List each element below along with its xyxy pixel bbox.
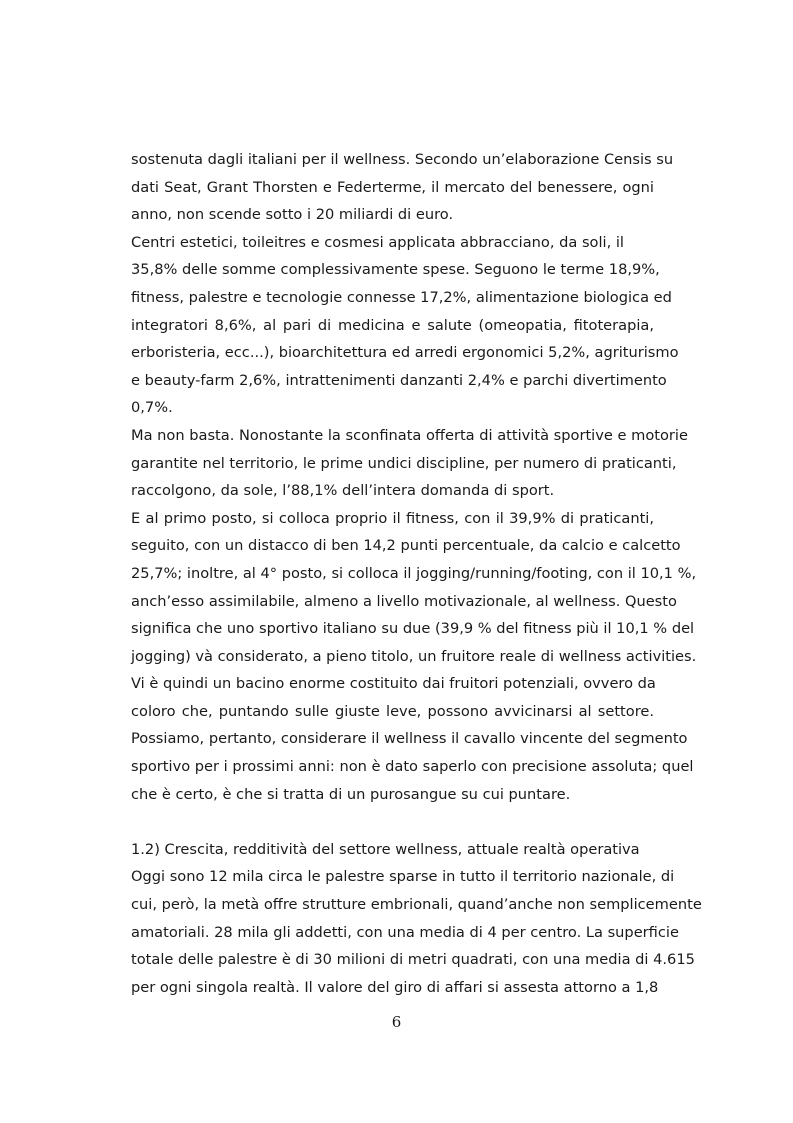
- text-line-6: fitness, palestre e tecnologie connesse 17,2%, alimentazione biologica ed: [131, 288, 672, 306]
- text-line-18: significa che uno sportivo italiano su due (39,9 % del fitness più il 10,1 % del: [131, 620, 695, 638]
- text-line-24: che è certo, è che si tratta di un purosangue su cui puntare.: [131, 785, 571, 803]
- text-line-26: Oggi sono 12 mila circa le palestre sparse in tutto il territorio nazionale, di: [131, 868, 675, 886]
- body-text: [131, 146, 702, 1001]
- text-line-16: 25,7%; inoltre, al 4° posto, si colloca il jogging/running/footing, con il 10,1 %,: [131, 564, 697, 582]
- text-line-17: anch’esso assimilabile, almeno a livello motivazionale, al wellness. Questo: [131, 592, 677, 610]
- text-line-9: e beauty-farm 2,6%, intrattenimenti danzanti 2,4% e parchi divertimento: [131, 371, 667, 389]
- text-line-1: sostenuta dagli italiani per il wellness. Secondo un’elaborazione Censis su: [131, 151, 674, 168]
- text-line-15: seguito, con un distacco di ben 14,2 punti percentuale, da calcio e calcetto: [131, 537, 681, 555]
- text-line-21: coloro che, puntando sulle giuste leve, possono avvicinarsi al settore.: [131, 702, 654, 720]
- section-heading: 1.2) Crescita, redditività del settore wellness, attuale realtà operativa: [131, 840, 640, 858]
- text-line-3: anno, non scende sotto i 20 miliardi di euro.: [131, 206, 454, 224]
- text-line-13: raccolgono, da sole, l’88,1% dell’intera domanda di sport.: [131, 482, 555, 500]
- text-line-5: 35,8% delle somme complessivamente spese. Seguono le terme 18,9%,: [131, 261, 660, 279]
- text-line-14: E al primo posto, si colloca proprio il fitness, con il 39,9% di praticanti,: [131, 509, 654, 527]
- paragraph-gap: [131, 808, 654, 836]
- text-line-11: Ma non basta. Nonostante la sconfinata offerta di attività sportive e motorie: [131, 426, 688, 444]
- text-line-28: amatoriali. 28 mila gli addetti, con una media di 4 per centro. La superficie: [131, 923, 679, 941]
- text-line-19: jogging) và considerato, a pieno titolo, un fruitore reale di wellness activities.: [131, 647, 697, 665]
- text-line-8: erboristeria, ecc...), bioarchitettura ed arredi ergonomici 5,2%, agriturismo: [131, 344, 679, 362]
- text-line-4: Centri estetici, toileitres e cosmesi applicata abbracciano, da soli, il: [131, 233, 624, 251]
- page-number: 6: [391, 1013, 402, 1031]
- text-line-2: dati Seat, Grant Thorsten e Federterme, il mercato del benessere, ogni: [131, 178, 654, 196]
- text-line-27: cui, però, la metà offre strutture embrionali, quand’anche non semplicemente: [131, 896, 702, 914]
- text-line-29: totale delle palestre è di 30 milioni di metri quadrati, con una media di 4.615: [131, 951, 695, 969]
- text-line-23: sportivo per i prossimi anni: non è dato saperlo con precisione assoluta; quel: [131, 758, 694, 776]
- text-line-7: integratori 8,6%, al pari di medicina e salute (omeopatia, fitoterapia,: [131, 316, 654, 334]
- text-line-10: 0,7%.: [131, 399, 173, 417]
- text-line-30: per ogni singola realtà. Il valore del giro di affari si assesta attorno a 1,8: [131, 978, 659, 996]
- text-line-20: Vi è quindi un bacino enorme costituito dai fruitori potenziali, ovvero da: [131, 675, 656, 693]
- text-line-12: garantite nel territorio, le prime undici discipline, per numero di praticanti,: [131, 454, 677, 472]
- text-line-22: Possiamo, pertanto, considerare il wellness il cavallo vincente del segmento: [131, 730, 688, 748]
